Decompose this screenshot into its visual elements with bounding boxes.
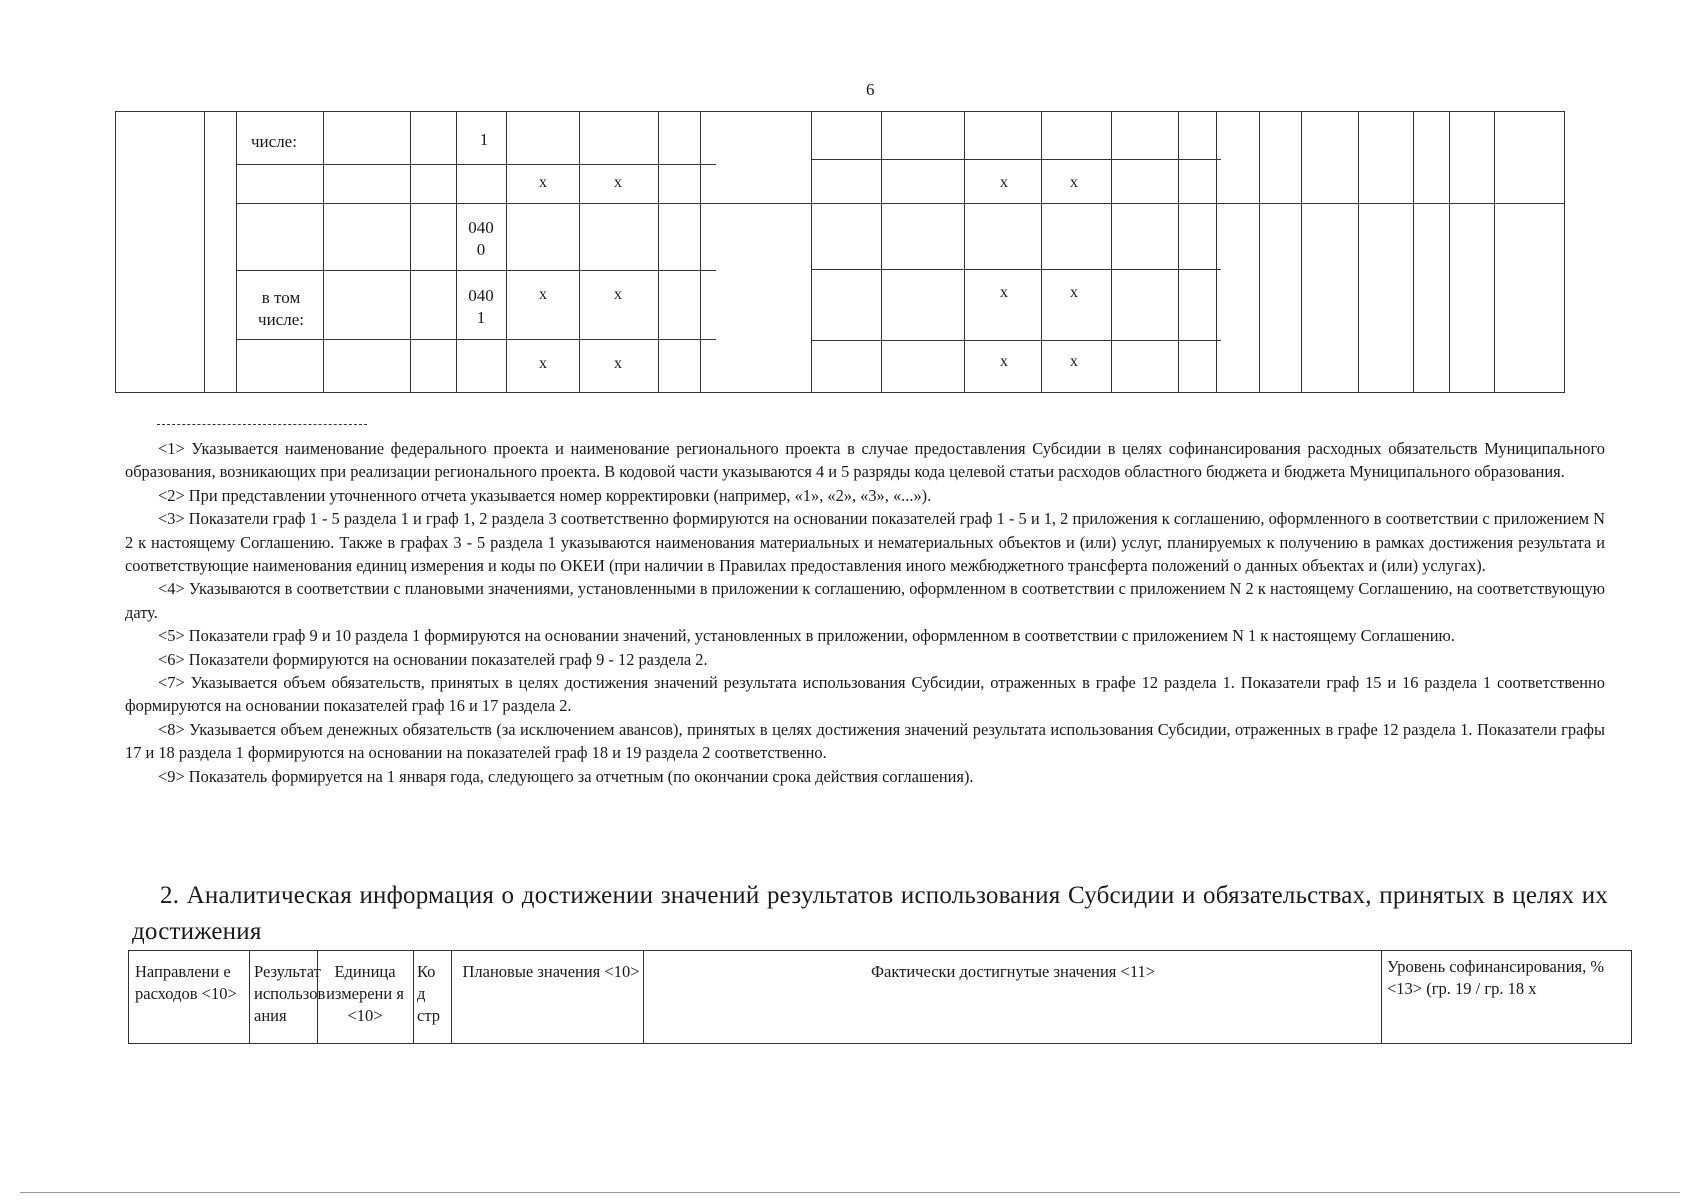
footnote: <3> Показатели граф 1 - 5 раздела 1 и граф 1, 2 раздела 3 соответственно формируются на основании показателей граф 1 - 5 и 1, 2 приложения к соглашению, оформленного в соответствии с приложением N 2 к настоящему Соглашению. Также в графах 3 - 5 раздела 1 указываются наименования материальных и нематериальных объектов и (или) услуг, планируемых к получению в рамках достижения результата и соответствующие наименования единиц измерения и коды по ОКЕИ (при наличии в Правилах предоставления иного межбюджетного трансферта положений о данных объектах и (или) услугах). xyxy=(125,509,1605,576)
column-header-unit: Единица измерени я <10> xyxy=(326,962,404,1025)
x-mark: x xyxy=(614,355,622,372)
x-mark: x xyxy=(1070,353,1078,370)
footnote: <5> Показатели граф 9 и 10 раздела 1 формируются на основании значений, установленных в приложении, оформленном в соответствии с приложением N 1 к настоящему Соглашению. xyxy=(158,626,1455,646)
section-heading: 2. Аналитическая информация о достижении значений результатов использования Субсидии и обязательствах, принятых в целях их достижения xyxy=(132,882,1608,945)
continuation-table xyxy=(115,111,1565,393)
footnote: <4> Указываются в соответствии с плановыми значениями, установленными в приложении к соглашению, оформленном в соответствии с приложением N 2 к настоящему Соглашению, на соответствующую дату. xyxy=(125,579,1605,622)
x-mark: x xyxy=(1000,284,1008,301)
row-label: числе: xyxy=(251,132,297,151)
code-line: 040 xyxy=(468,286,494,305)
x-mark: x xyxy=(539,286,547,303)
scan-edge xyxy=(20,1192,1680,1193)
footnote: <9> Показатель формируется на 1 января года, следующего за отчетным (по окончании срока действия соглашения). xyxy=(158,766,974,786)
x-mark: x xyxy=(1070,284,1078,301)
footnote: <6> Показатели формируются на основании показателей граф 9 - 12 раздела 2. xyxy=(158,649,708,669)
label-line: в том xyxy=(261,288,301,307)
code-line: 0 xyxy=(476,240,486,259)
footnote-separator xyxy=(157,424,367,425)
code-line: 040 xyxy=(468,218,494,237)
x-mark: x xyxy=(1070,174,1078,191)
row-code xyxy=(456,217,506,261)
footnote: <8> Указывается объем денежных обязательств (за исключением авансов), принятых в целях достижения значений результата использования Субсидии, отраженных в графе 12 раздела 1. Показатели графы 17 и 18 раздела 1 формируются на основании на показателей граф 18 и 19 раздела 2 соответственно. xyxy=(125,719,1605,763)
footnotes xyxy=(125,437,1605,788)
label-line: числе: xyxy=(258,310,304,329)
row-code xyxy=(456,285,506,329)
footnote: <7> Указывается объем обязательств, принятых в целях достижения значений результата использования Субсидии, отраженных в графе 12 раздела 1. Показатели граф 15 и 16 раздела 1 соответственно формируются на основании показателей граф 16 и 17 раздела 2. xyxy=(125,673,1605,716)
x-mark: x xyxy=(614,174,622,191)
footnote: <1> Указывается наименование федерального проекта и наименование регионального проекта в случае предоставления Субсидии в целях софинансирования расходных обязательств Муниципального образования, возникающих при реализации регионального проекта. В кодовой части указываются 4 и 5 разряды кода целевой статьи расходов областного бюджета и бюджета Муниципального образования. xyxy=(125,439,1605,482)
x-mark: x xyxy=(1000,353,1008,370)
footnote: <2> При представлении уточненного отчета указывается номер корректировки (например, «1», «2», «3», «...»). xyxy=(158,485,932,505)
row-code: 1 xyxy=(479,130,489,149)
x-mark: x xyxy=(614,286,622,303)
column-header-actual: Фактически достигнутые значения <11> xyxy=(870,962,1156,981)
column-header-result: Результат использов ания xyxy=(254,962,326,1025)
column-header-planned: Плановые значения <10> xyxy=(462,962,640,981)
x-mark: x xyxy=(1000,174,1008,191)
analytics-table-header xyxy=(128,950,1632,1044)
column-header-cofinancing: Уровень софинансирования, % <13> (гр. 19 / гр. 18 x xyxy=(1387,957,1605,998)
x-mark: x xyxy=(539,174,547,191)
column-header-direction: Направлени е расходов <10> xyxy=(135,962,237,1003)
page-number: 6 xyxy=(866,80,875,99)
code-line: 1 xyxy=(476,308,486,327)
x-mark: x xyxy=(539,355,547,372)
column-header-row-code: Ко д стр xyxy=(417,962,440,1025)
row-label xyxy=(246,287,316,331)
